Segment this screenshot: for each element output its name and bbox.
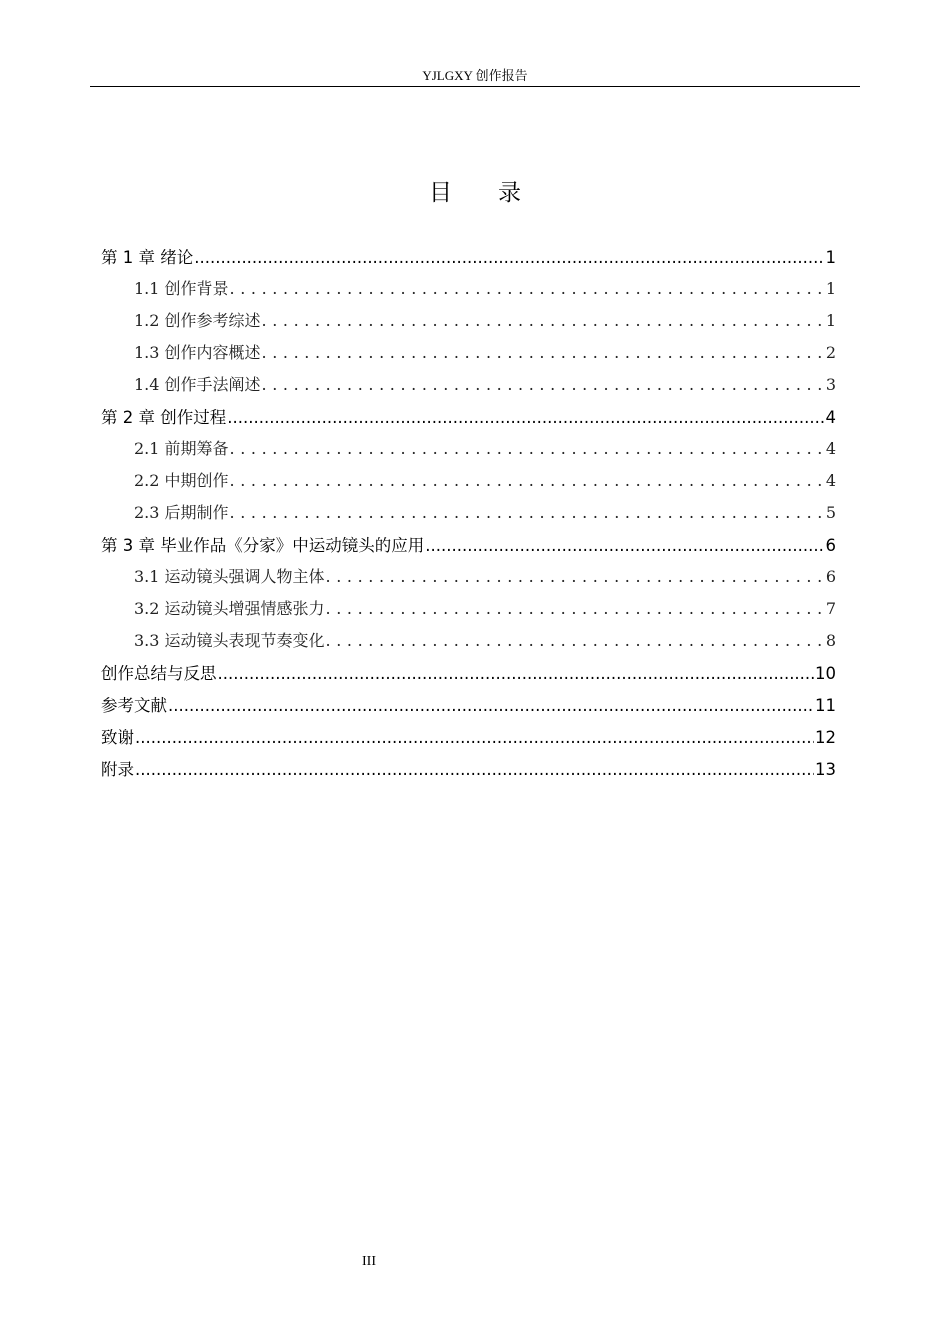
toc-entry-label: 第 3 章 毕业作品《分家》中运动镜头的应用	[101, 536, 425, 555]
toc-entry-page: 13	[815, 760, 836, 779]
toc-entry-page: 1	[825, 311, 836, 330]
dot-leader	[262, 375, 825, 394]
toc-entry-label: 第 2 章 创作过程	[101, 408, 227, 427]
toc-entry-page: 4	[825, 439, 836, 458]
toc-entry-page: 1	[825, 248, 836, 267]
dot-leader	[230, 439, 825, 458]
running-header: YJLGXY 创作报告	[422, 68, 528, 83]
toc-entry-section-1-4[interactable]	[101, 372, 836, 404]
toc-title: 目录	[429, 180, 567, 206]
toc-entry-summary[interactable]	[101, 660, 836, 692]
toc-entry-page: 12	[815, 728, 836, 747]
dot-leader	[326, 631, 825, 650]
toc-entry-chapter-3[interactable]	[101, 532, 836, 564]
toc-entry-label: 第 1 章 绪论	[101, 248, 194, 267]
toc-entry-section-3-3[interactable]	[101, 628, 836, 660]
toc-entry-section-2-2[interactable]	[101, 468, 836, 500]
dot-leader	[262, 311, 825, 330]
dot-leader	[168, 696, 814, 715]
toc-entry-label: 创作总结与反思	[101, 664, 217, 683]
toc-entry-page: 6	[825, 536, 836, 555]
toc-entry-label: 1.2 创作参考综述	[134, 311, 261, 330]
page-number: III	[362, 1254, 376, 1269]
toc-entry-page: 2	[825, 343, 836, 362]
toc-entry-label: 2.1 前期筹备	[134, 439, 229, 458]
toc-entry-section-3-1[interactable]	[101, 564, 836, 596]
header-rule	[90, 86, 860, 87]
toc-entry-page: 10	[815, 664, 836, 683]
toc-entry-page: 3	[825, 375, 836, 394]
toc-entry-section-2-3[interactable]	[101, 500, 836, 532]
dot-leader	[326, 567, 825, 586]
toc-entry-label: 参考文献	[101, 696, 167, 715]
toc-entry-label: 1.3 创作内容概述	[134, 343, 261, 362]
dot-leader	[326, 599, 825, 618]
toc-entry-page: 8	[825, 631, 836, 650]
dot-leader	[218, 664, 815, 683]
toc-entry-chapter-1[interactable]	[101, 244, 836, 276]
toc-entry-label: 3.1 运动镜头强调人物主体	[134, 567, 325, 586]
dot-leader	[194, 248, 824, 267]
toc-entry-chapter-2[interactable]	[101, 404, 836, 436]
toc-entry-label: 2.3 后期制作	[134, 503, 229, 522]
dot-leader	[425, 536, 824, 555]
toc-entry-label: 2.2 中期创作	[134, 471, 229, 490]
dot-leader	[135, 728, 814, 747]
toc-entry-appendix[interactable]	[101, 756, 836, 788]
toc-entry-page: 11	[815, 696, 836, 715]
toc-entry-page: 5	[825, 503, 836, 522]
toc-entry-label: 3.3 运动镜头表现节奏变化	[134, 631, 325, 650]
toc-entry-label: 1.1 创作背景	[134, 279, 229, 298]
toc-entry-section-1-3[interactable]	[101, 340, 836, 372]
toc-entry-section-2-1[interactable]	[101, 436, 836, 468]
toc-entry-label: 3.2 运动镜头增强情感张力	[134, 599, 325, 618]
toc-entry-references[interactable]	[101, 692, 836, 724]
toc-entry-section-1-1[interactable]	[101, 276, 836, 308]
toc-entry-page: 1	[825, 279, 836, 298]
dot-leader	[230, 471, 825, 490]
toc-entry-section-3-2[interactable]	[101, 596, 836, 628]
dot-leader	[135, 760, 814, 779]
dot-leader	[230, 279, 825, 298]
toc-entry-page: 6	[825, 567, 836, 586]
toc-entry-label: 1.4 创作手法阐述	[134, 375, 261, 394]
toc-entry-page: 4	[825, 408, 836, 427]
toc-entry-page: 4	[825, 471, 836, 490]
dot-leader	[227, 408, 824, 427]
table-of-contents	[101, 244, 836, 788]
toc-entry-label: 附录	[101, 760, 134, 779]
toc-entry-label: 致谢	[101, 728, 134, 747]
toc-entry-page: 7	[825, 599, 836, 618]
toc-entry-section-1-2[interactable]	[101, 308, 836, 340]
toc-entry-acknowledgements[interactable]	[101, 724, 836, 756]
dot-leader	[262, 343, 825, 362]
dot-leader	[230, 503, 825, 522]
